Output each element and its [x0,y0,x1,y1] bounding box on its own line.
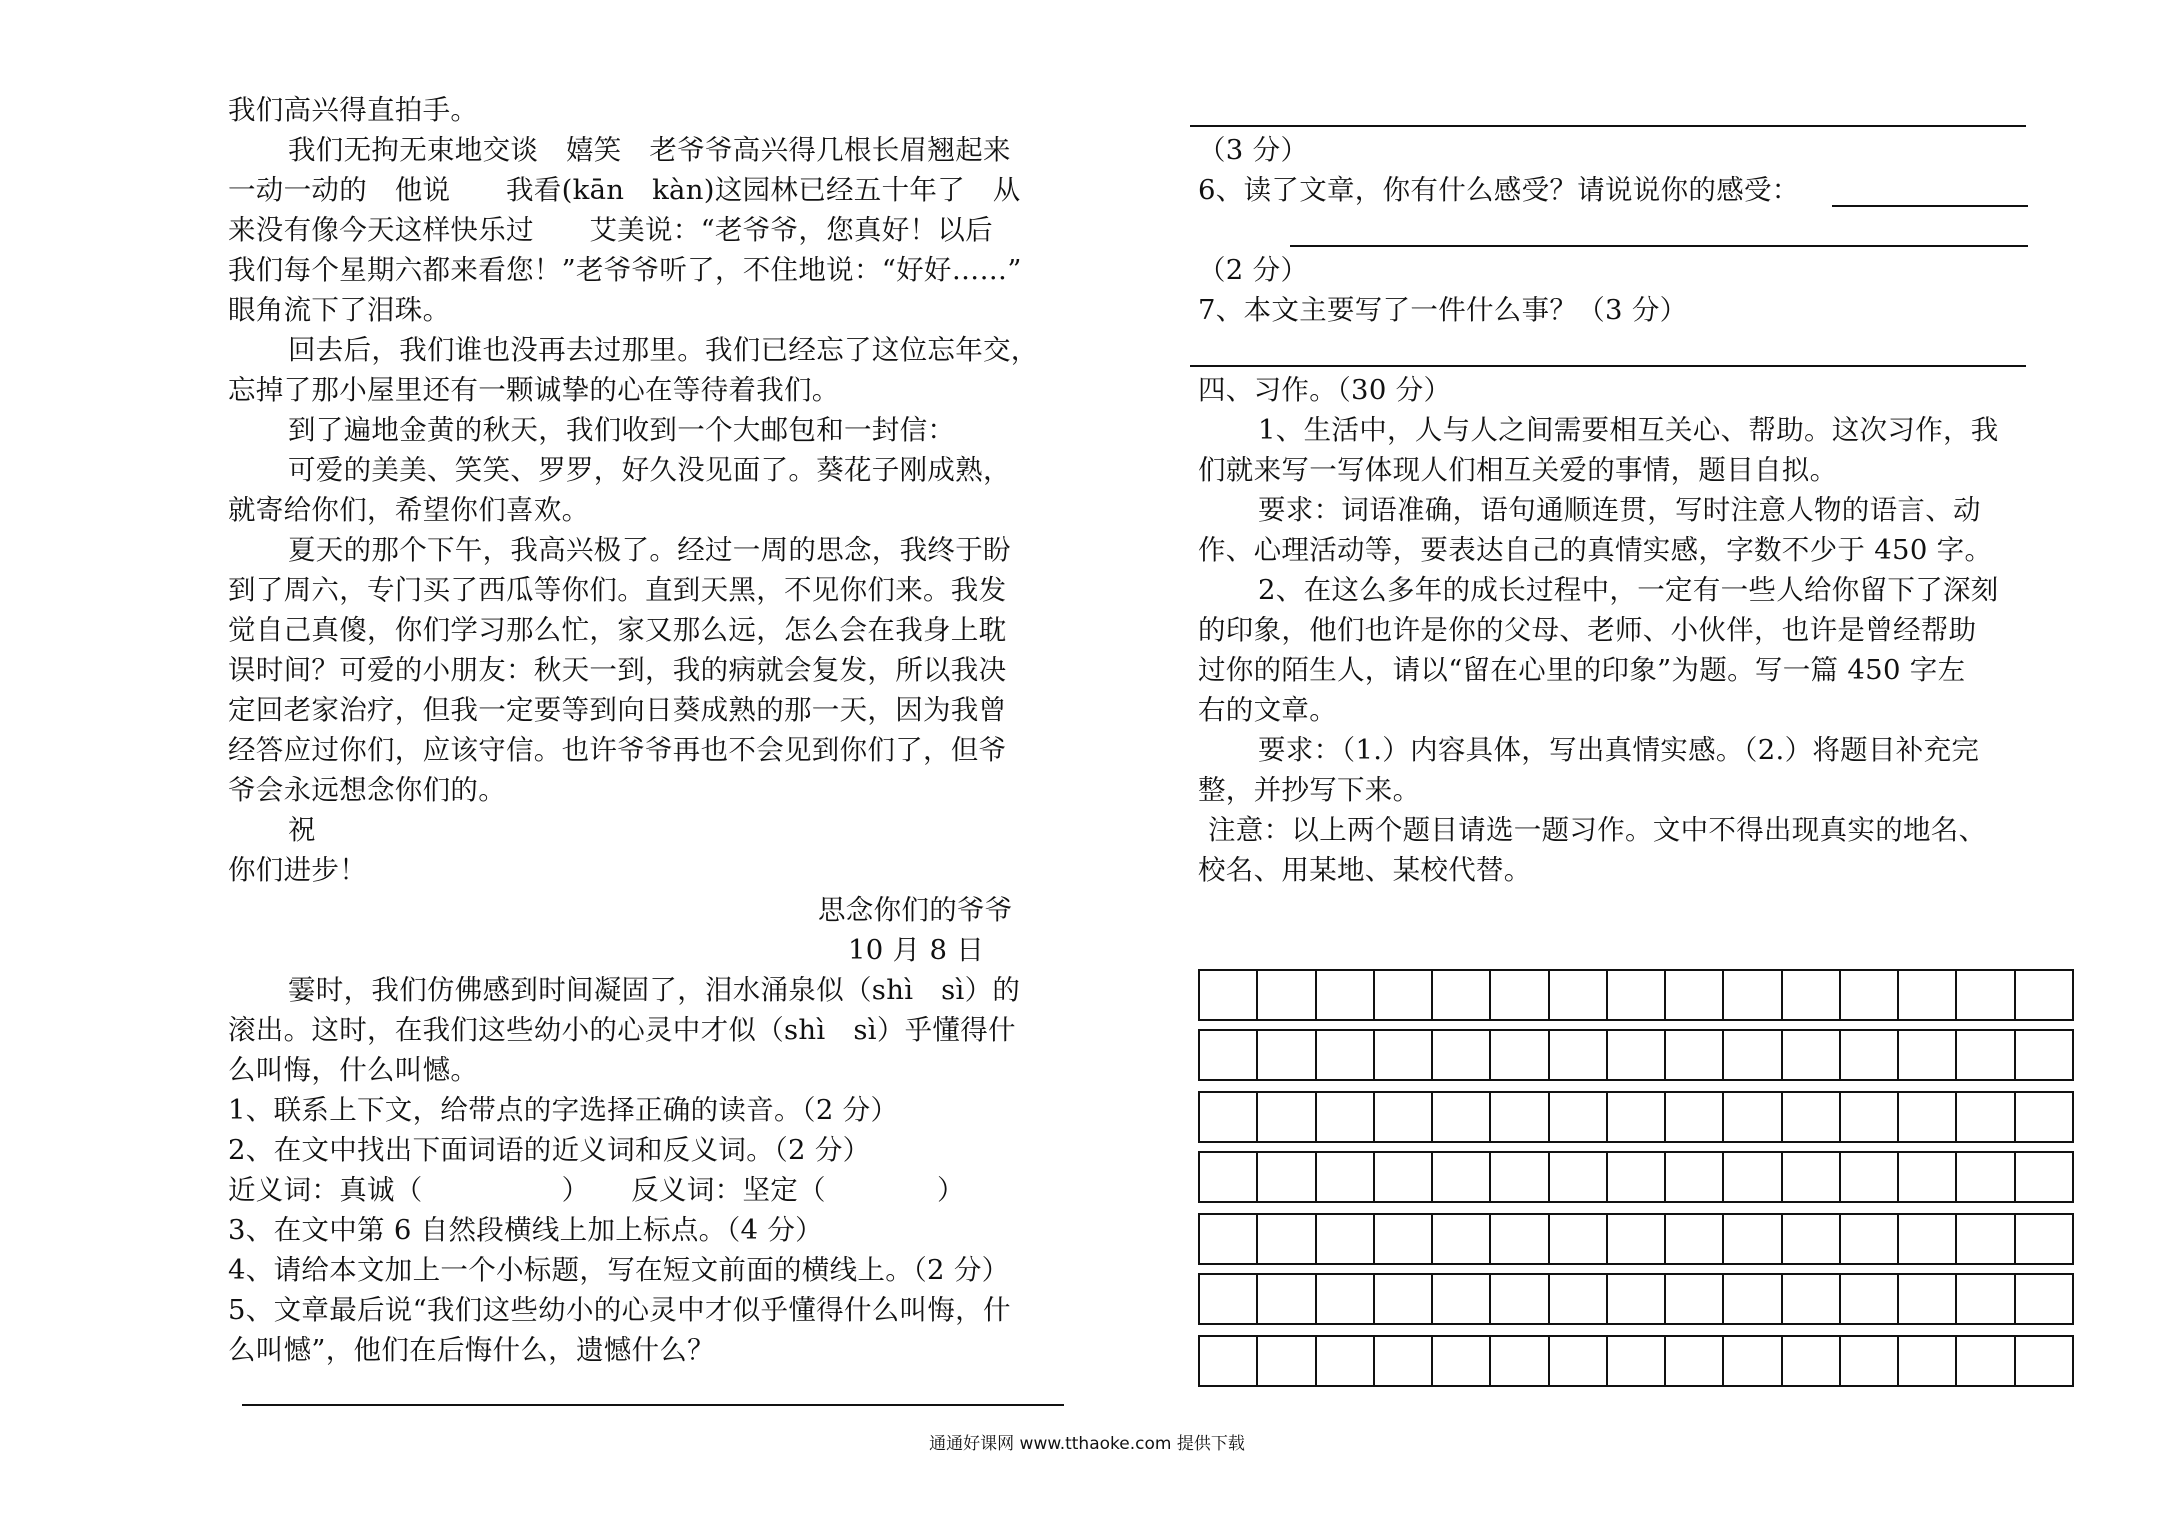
grid-cell[interactable] [1550,1153,1608,1201]
grid-cell[interactable] [1841,971,1899,1019]
grid-cell[interactable] [1258,1215,1316,1263]
text-line: 到了周六，专门买了西瓜等你们。直到天黑，不见你们来。我发 [228,574,1007,606]
text-line: 作、心理活动等，要表达自己的真情实感，字数不少于 450 字。 [1198,534,1993,566]
text-line: 来没有像今天这样快乐过 艾美说：“老爷爷，您真好！以后 [228,214,993,246]
grid-cell[interactable] [1724,1215,1782,1263]
question-2: 2、在文中找出下面词语的近义词和反义词。（2 分） [228,1134,871,1166]
text-line: 夏天的那个下午，我高兴极了。经过一周的思念，我终于盼 [288,534,1011,566]
text-line: 眼角流下了泪珠。 [228,294,451,326]
score-note: （3 分） [1198,134,1309,166]
grid-cell[interactable] [1491,1215,1549,1263]
text-line: 我们无拘无束地交谈 嬉笑 老爷爷高兴得几根长眉翘起来 [288,134,1011,166]
grid-cell[interactable] [1317,1093,1375,1141]
text-line: 祝 [288,814,316,846]
grid-cell[interactable] [1724,1337,1782,1385]
text-line: 么叫悔，什么叫憾。 [228,1054,479,1086]
question-2-blanks: 近义词：真诚（ ） 反义词：坚定（ ） [228,1174,965,1206]
grid-cell[interactable] [1317,1215,1375,1263]
answer-line [1290,245,2028,247]
grid-cell[interactable] [1608,1153,1666,1201]
grid-cell[interactable] [1375,1031,1433,1079]
grid-cell[interactable] [1666,1153,1724,1201]
grid-row [1198,1091,2074,1143]
text-line: 可爱的美美、笑笑、罗罗，好久没见面了。葵花子刚成熟， [288,454,1011,486]
text-line: 右的文章。 [1198,694,1337,726]
grid-cell[interactable] [1957,1093,2015,1141]
grid-cell[interactable] [1666,971,1724,1019]
grid-cell[interactable] [1258,1275,1316,1323]
grid-cell[interactable] [1550,1215,1608,1263]
grid-cell[interactable] [2016,1153,2072,1201]
section-heading: 四、习作。（30 分） [1198,374,1452,406]
grid-cell[interactable] [1899,1275,1957,1323]
text-line: 爷会永远想念你们的。 [228,774,506,806]
grid-cell[interactable] [1608,1031,1666,1079]
grid-cell[interactable] [2016,971,2072,1019]
grid-cell[interactable] [1375,1337,1433,1385]
grid-cell[interactable] [1433,1275,1491,1323]
grid-cell[interactable] [1433,1093,1491,1141]
grid-cell[interactable] [1375,1093,1433,1141]
answer-line [1832,205,2028,207]
grid-cell[interactable] [1258,971,1316,1019]
grid-cell[interactable] [1550,1337,1608,1385]
grid-cell[interactable] [1899,1215,1957,1263]
grid-cell[interactable] [1375,1153,1433,1201]
grid-cell[interactable] [1200,1093,1258,1141]
text-line: 我们每个星期六都来看您！”老爷爷听了，不住地说：“好好……” [228,254,1022,286]
text-line: 定回老家治疗，但我一定要等到向日葵成熟的那一天，因为我曾 [228,694,1007,726]
grid-cell[interactable] [1258,1031,1316,1079]
grid-cell[interactable] [1258,1153,1316,1201]
grid-cell[interactable] [1550,971,1608,1019]
grid-row [1198,1213,2074,1265]
grid-cell[interactable] [1375,971,1433,1019]
grid-cell[interactable] [1433,1153,1491,1201]
grid-cell[interactable] [1724,1093,1782,1141]
grid-cell[interactable] [1608,1275,1666,1323]
text-line: 的印象，他们也许是你的父母、老师、小伙伴，也许是曾经帮助 [1198,614,1977,646]
grid-cell[interactable] [1666,1093,1724,1141]
grid-cell[interactable] [1550,1093,1608,1141]
grid-cell[interactable] [1841,1275,1899,1323]
grid-cell[interactable] [1375,1275,1433,1323]
grid-row [1198,969,2074,1021]
question-5: 5、文章最后说“我们这些幼小的心灵中才似乎懂得什么叫悔，什 [228,1294,1011,1326]
grid-cell[interactable] [1957,1153,2015,1201]
footer-text: 通通好课网 www.tthaoke.com 提供下载 [929,1434,1245,1454]
grid-cell[interactable] [1957,971,2015,1019]
grid-cell[interactable] [1491,1093,1549,1141]
grid-cell[interactable] [1317,971,1375,1019]
text-line: 1、生活中，人与人之间需要相互关心、帮助。这次习作，我 [1258,414,1999,446]
grid-cell[interactable] [1200,1215,1258,1263]
grid-cell[interactable] [1666,1215,1724,1263]
grid-cell[interactable] [1608,971,1666,1019]
text-line: 你们进步！ [228,854,367,886]
text-line: 过你的陌生人，请以“留在心里的印象”为题。写一篇 450 字左 [1198,654,1966,686]
letter-signature: 思念你们的爷爷 [818,894,1013,926]
grid-cell[interactable] [1375,1215,1433,1263]
grid-cell[interactable] [1258,1093,1316,1141]
grid-cell[interactable] [1841,1093,1899,1141]
grid-cell[interactable] [1550,1275,1608,1323]
text-line: 误时间？可爱的小朋友：秋天一到，我的病就会复发，所以我决 [228,654,1007,686]
grid-cell[interactable] [1783,1031,1841,1079]
score-note: （2 分） [1198,254,1309,286]
text-line: 觉自己真傻，你们学习那么忙，家又那么远，怎么会在我身上耽 [228,614,1007,646]
grid-row [1198,1151,2074,1203]
grid-cell[interactable] [1724,971,1782,1019]
text-line: 么叫憾”，他们在后悔什么，遗憾什么？ [228,1334,715,1366]
grid-cell[interactable] [1899,1337,1957,1385]
grid-cell[interactable] [1957,1031,2015,1079]
grid-cell[interactable] [1317,1031,1375,1079]
grid-cell[interactable] [1491,971,1549,1019]
grid-cell[interactable] [1200,1275,1258,1323]
grid-cell[interactable] [2016,1031,2072,1079]
grid-cell[interactable] [1491,1337,1549,1385]
grid-cell[interactable] [1433,971,1491,1019]
text-line: 回去后，我们谁也没再去过那里。我们已经忘了这位忘年交， [288,334,1039,366]
grid-cell[interactable] [1491,1031,1549,1079]
grid-cell[interactable] [1783,1093,1841,1141]
text-line: 忘掉了那小屋里还有一颗诚挚的心在等待着我们。 [228,374,840,406]
text-line: 2、在这么多年的成长过程中，一定有一些人给你留下了深刻 [1258,574,1999,606]
grid-cell[interactable] [1783,971,1841,1019]
grid-cell[interactable] [1258,1337,1316,1385]
grid-cell[interactable] [1841,1153,1899,1201]
grid-cell[interactable] [1317,1337,1375,1385]
answer-line [1190,125,2026,127]
grid-cell[interactable] [1841,1031,1899,1079]
answer-line [1190,365,2026,367]
grid-cell[interactable] [1433,1215,1491,1263]
text-line: 我们高兴得直拍手。 [228,94,479,126]
grid-cell[interactable] [1957,1275,2015,1323]
grid-cell[interactable] [1666,1031,1724,1079]
grid-row [1198,1029,2074,1081]
question-7: 7、本文主要写了一件什么事？（3 分） [1198,294,1688,326]
grid-cell[interactable] [1783,1215,1841,1263]
text-line: 就寄给你们，希望你们喜欢。 [228,494,590,526]
grid-cell[interactable] [1200,1031,1258,1079]
grid-cell[interactable] [1957,1215,2015,1263]
letter-date: 10 月 8 日 [848,934,985,966]
grid-cell[interactable] [1491,1153,1549,1201]
grid-cell[interactable] [2016,1215,2072,1263]
grid-cell[interactable] [1608,1337,1666,1385]
text-line: 整，并抄写下来。 [1198,774,1421,806]
text-line: 霎时，我们仿佛感到时间凝固了，泪水涌泉似（shì sì）的 [288,974,1021,1006]
grid-row [1198,1335,2074,1387]
answer-line [242,1404,1064,1406]
grid-cell[interactable] [1550,1031,1608,1079]
question-6: 6、读了文章，你有什么感受？请说说你的感受： [1198,174,1800,206]
grid-cell[interactable] [2016,1093,2072,1141]
grid-cell[interactable] [2016,1275,2072,1323]
text-line: 经答应过你们，应该守信。也许爷爷再也不会见到你们了，但爷 [228,734,1007,766]
grid-row [1198,1273,2074,1325]
grid-cell[interactable] [1608,1093,1666,1141]
grid-cell[interactable] [1899,1031,1957,1079]
grid-cell[interactable] [1608,1215,1666,1263]
grid-cell[interactable] [1841,1337,1899,1385]
grid-cell[interactable] [1841,1215,1899,1263]
text-line: 一动一动的 他说 我看(kān kàn)这园林已经五十年了 从 [228,174,1021,206]
grid-cell[interactable] [1724,1275,1782,1323]
grid-cell[interactable] [1433,1337,1491,1385]
grid-cell[interactable] [2016,1337,2072,1385]
grid-cell[interactable] [1666,1337,1724,1385]
grid-cell[interactable] [1724,1153,1782,1201]
text-line: 滚出。这时，在我们这些幼小的心灵中才似（shì sì）乎懂得什 [228,1014,1016,1046]
grid-cell[interactable] [1200,1337,1258,1385]
grid-cell[interactable] [1783,1153,1841,1201]
grid-cell[interactable] [1433,1031,1491,1079]
grid-cell[interactable] [1317,1275,1375,1323]
text-line: 校名、用某地、某校代替。 [1198,854,1532,886]
grid-cell[interactable] [1724,1031,1782,1079]
text-line: 到了遍地金黄的秋天，我们收到一个大邮包和一封信： [288,414,956,446]
question-4: 4、请给本文加上一个小标题，写在短文前面的横线上。（2 分） [228,1254,1010,1286]
grid-cell[interactable] [1957,1337,2015,1385]
text-line: 要求：（1.）内容具体，写出真情实感。（2.）将题目补充完 [1258,734,1980,766]
question-1: 1、联系上下文，给带点的字选择正确的读音。（2 分） [228,1094,899,1126]
text-line: 们就来写一写体现人们相互关爱的事情，题目自拟。 [1198,454,1838,486]
grid-cell[interactable] [1783,1275,1841,1323]
grid-cell[interactable] [1899,971,1957,1019]
grid-cell[interactable] [1491,1275,1549,1323]
grid-cell[interactable] [1899,1153,1957,1201]
text-line: 要求：词语准确，语句通顺连贯，写时注意人物的语言、动 [1258,494,1981,526]
grid-cell[interactable] [1899,1093,1957,1141]
grid-cell[interactable] [1666,1275,1724,1323]
grid-cell[interactable] [1200,1153,1258,1201]
note-line: 注意：以上两个题目请选一题习作。文中不得出现真实的地名、 [1208,814,1987,846]
grid-cell[interactable] [1200,971,1258,1019]
grid-cell[interactable] [1317,1153,1375,1201]
grid-cell[interactable] [1783,1337,1841,1385]
question-3: 3、在文中第 6 自然段横线上加上标点。（4 分） [228,1214,823,1246]
